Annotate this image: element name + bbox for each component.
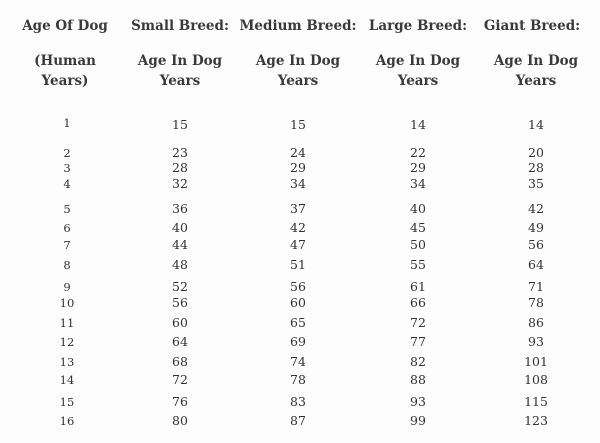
table-cell-small: 28 [172,160,188,175]
table-cell-small: 68 [172,354,188,369]
table-cell-age: 14 [59,373,75,387]
table-cell-small: 72 [172,372,188,387]
table-cell-giant: 56 [528,237,544,252]
table-cell-giant: 71 [528,279,544,294]
table-cell-age: 4 [63,177,71,191]
header-giant-breed: Giant Breed: [483,18,581,34]
table-cell-medium: 87 [290,413,306,428]
table-cell-small: 80 [172,413,188,428]
subheader-human-years-line2: Years) [41,73,89,89]
table-cell-small: 44 [172,237,188,252]
table-cell-giant: 14 [528,117,544,132]
subheader-large-dog-years [366,51,470,91]
table-cell-small: 40 [172,220,188,235]
subheader-medium-line2: Years [277,73,319,89]
table-cell-large: 66 [410,295,426,310]
table-cell-large: 82 [410,354,426,369]
table-cell-large: 45 [410,220,426,235]
table-cell-large: 34 [410,176,426,191]
table-cell-small: 36 [172,201,188,216]
header-large-breed: Large Breed: [368,18,468,34]
subheader-medium-dog-years [246,51,350,91]
table-cell-medium: 42 [290,220,306,235]
subheader-small-line2: Years [159,73,201,89]
table-cell-small: 52 [172,279,188,294]
table-cell-giant: 93 [528,334,544,349]
subheader-small-dog-years [128,51,232,91]
table-cell-age: 8 [63,258,71,272]
subheader-giant-dog-years [484,51,588,91]
table-cell-age: 5 [63,202,71,216]
table-cell-age: 2 [63,146,71,160]
table-cell-large: 22 [410,145,426,160]
table-cell-medium: 47 [290,237,306,252]
table-cell-age: 6 [63,221,71,235]
table-cell-large: 88 [410,372,426,387]
subheader-human-years-line1: (Human [34,53,96,69]
table-cell-giant: 28 [528,160,544,175]
table-cell-giant: 42 [528,201,544,216]
table-cell-giant: 123 [524,413,548,428]
table-cell-giant: 78 [528,295,544,310]
table-cell-small: 15 [172,117,188,132]
subheader-large-line1: Age In Dog [375,53,461,69]
subheader-medium-line1: Age In Dog [255,53,341,69]
table-cell-large: 61 [410,279,426,294]
table-cell-medium: 78 [290,372,306,387]
table-cell-age: 13 [59,355,75,369]
table-cell-large: 77 [410,334,426,349]
table-cell-giant: 20 [528,145,544,160]
table-cell-medium: 24 [290,145,306,160]
table-cell-giant: 49 [528,220,544,235]
table-cell-small: 32 [172,176,188,191]
header-medium-breed: Medium Breed: [239,18,357,34]
table-cell-giant: 64 [528,257,544,272]
table-cell-small: 64 [172,334,188,349]
table-cell-small: 60 [172,315,188,330]
table-cell-large: 99 [410,413,426,428]
table-cell-small: 23 [172,145,188,160]
table-cell-giant: 86 [528,315,544,330]
table-cell-medium: 60 [290,295,306,310]
subheader-giant-line2: Years [515,73,557,89]
header-small-breed: Small Breed: [131,18,229,34]
table-cell-medium: 37 [290,201,306,216]
header-age-of-dog: Age Of Dog [22,18,108,34]
table-cell-large: 50 [410,237,426,252]
table-cell-medium: 51 [290,257,306,272]
table-cell-medium: 29 [290,160,306,175]
subheader-small-line1: Age In Dog [137,53,223,69]
table-cell-medium: 83 [290,394,306,409]
table-cell-large: 72 [410,315,426,330]
table-cell-giant: 108 [524,372,548,387]
table-cell-large: 55 [410,257,426,272]
table-cell-age: 3 [63,161,71,175]
table-cell-giant: 115 [524,394,548,409]
table-cell-age: 1 [63,116,71,130]
table-cell-medium: 65 [290,315,306,330]
table-cell-giant: 101 [524,354,548,369]
table-cell-age: 10 [59,296,75,310]
subheader-large-line2: Years [397,73,439,89]
table-cell-large: 29 [410,160,426,175]
table-cell-large: 14 [410,117,426,132]
subheader-giant-line1: Age In Dog [493,53,579,69]
table-cell-medium: 74 [290,354,306,369]
table-cell-age: 11 [59,316,75,330]
table-cell-medium: 56 [290,279,306,294]
table-cell-medium: 15 [290,117,306,132]
table-cell-giant: 35 [528,176,544,191]
subheader-human-years [20,51,110,91]
table-cell-small: 76 [172,394,188,409]
table-cell-age: 9 [63,280,71,294]
table-cell-age: 15 [59,395,75,409]
table-cell-small: 48 [172,257,188,272]
table-cell-large: 40 [410,201,426,216]
table-cell-age: 16 [59,414,75,428]
table-cell-age: 12 [59,335,75,349]
table-cell-small: 56 [172,295,188,310]
table-cell-medium: 34 [290,176,306,191]
table-cell-medium: 69 [290,334,306,349]
table-cell-age: 7 [63,238,71,252]
table-cell-large: 93 [410,394,426,409]
